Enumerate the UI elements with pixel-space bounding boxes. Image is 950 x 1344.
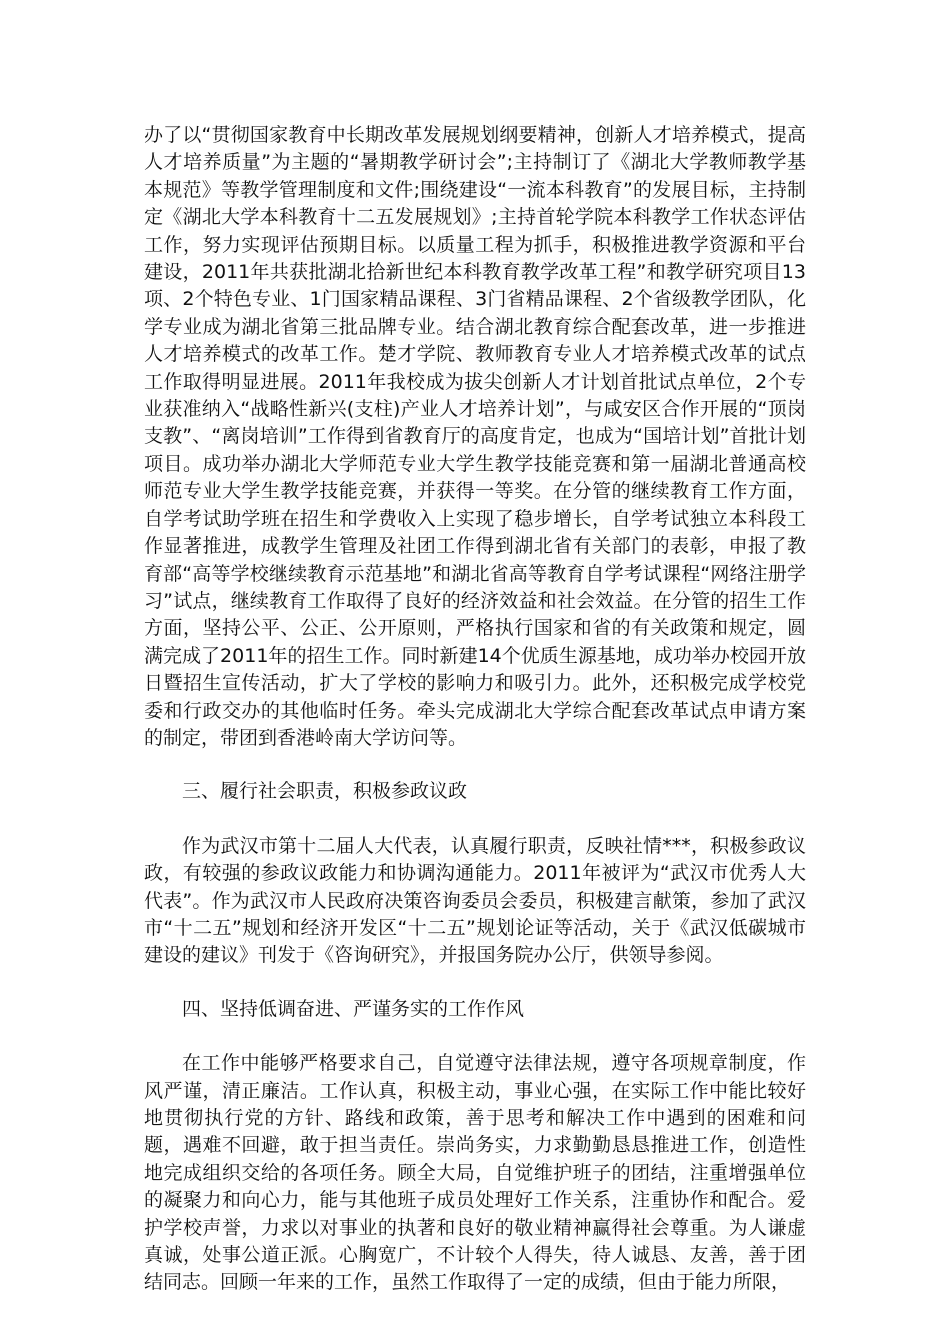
document-body [144, 122, 806, 1323]
section-heading-4: 四、坚持低调奋进、严谨务实的工作作风 [182, 997, 525, 1020]
paragraph-section-4: 在工作中能够严格要求自己，自觉遵守法律法规，遵守各项规章制度，作风严谨，清正廉洁。工作认真，积极主动，事业心强，在实际工作中能比较好地贯彻执行党的方针、路线和政策，善于思考和解决工作中遇到的困难和问题，遇难不回避，敢于担当责任。崇尚务实，力求勤勤恳恳推进工作，创造性地完成组织交给的各项任务。顾全大局，自觉维护班子的团结，注重增强单位的凝聚力和向心力，能与其他班子成员处理好工作关系，注重协作和配合。爱护学校声誉，力求以对事业的执著和良好的敬业精神赢得社会尊重。为人谦虚真诚，处事公道正派。心胸宽广，不计较个人得失，待人诚恳、友善，善于团结同志。回顾一年来的工作，虽然工作取得了一定的成绩，但由于能力所限， [144, 1052, 806, 1294]
section-heading-3: 三、履行社会职责，积极参政议政 [182, 780, 468, 803]
paragraph-continuation: 办了以“贯彻国家教育中长期改革发展规划纲要精神，创新人才培养模式，提高人才培养质量”为主题的“暑期教学研讨会”;主持制订了《湖北大学教师教学基本规范》等教学管理制度和文件;围绕建设“一流本科教育”的发展目标，主持制定《湖北大学本科教育十二五发展规划》;主持首轮学院本科教学工作状态评估工作，努力实现评估预期目标。以质量工程为抓手，积极推进教学资源和平台建设，2011年共获批湖北拾新世纪本科教育教学改革工程”和教学研究项目13项、2个特色专业、1门国家精品课程、3门省精品课程、2个省级教学团队，化学专业成为湖北省第三批品牌专业。结合湖北教育综合配套改革，进一步推进人才培养模式的改革工作。楚才学院、教师教育专业人才培养模式改革的试点工作取得明显进展。2011年我校成为拔尖创新人才计划首批试点单位，2个专业获准纳入“战略性新兴(支柱)产业人才培养计划”，与咸安区合作开展的“顶岗支教”、“离岗培训”工作得到省教育厅的高度肯定，也成为“国培计划”首批计划项目。成功举办湖北大学师范专业大学生教学技能竞赛和第一届湖北普通高校师范专业大学生教学技能竞赛，并获得一等奖。在分管的继续教育工作方面，自学考试助学班在招生和学费收入上实现了稳步增长，自学考试独立本科段工作显著推进，成教学生管理及社团工作得到湖北省有关部门的表彰，申报了教育部“高等学校继续教育示范基地”和湖北省高等教育自学考试课程“网络注册学习”试点，继续教育工作取得了良好的经济效益和社会效益。在分管的招生工作方面，坚持公平、公正、公开原则，严格执行国家和省的有关政策和规定，圆满完成了2011年的招生工作。同时新建14个优质生源基地，成功举办校园开放日暨招生宣传活动，扩大了学校的影响力和吸引力。此外，还积极完成学校党委和行政交办的其他临时任务。牵头完成湖北大学综合配套改革试点申请方案的制定，带团到香港岭南大学访问等。 [144, 124, 806, 749]
paragraph-section-3: 作为武汉市第十二届人大代表，认真履行职责，反映社情***，积极参政议政，有较强的参政议政能力和协调沟通能力。2011年被评为“武汉市优秀人大代表”。作为武汉市人民政府决策咨询委员会委员，积极建言献策，参加了武汉市“十二五”规划和经济开发区“十二五”规划论证等活动，关于《武汉低碳城市建设的建议》刊发于《咨询研究》，并报国务院办公厅，供领导参阅。 [144, 834, 806, 967]
